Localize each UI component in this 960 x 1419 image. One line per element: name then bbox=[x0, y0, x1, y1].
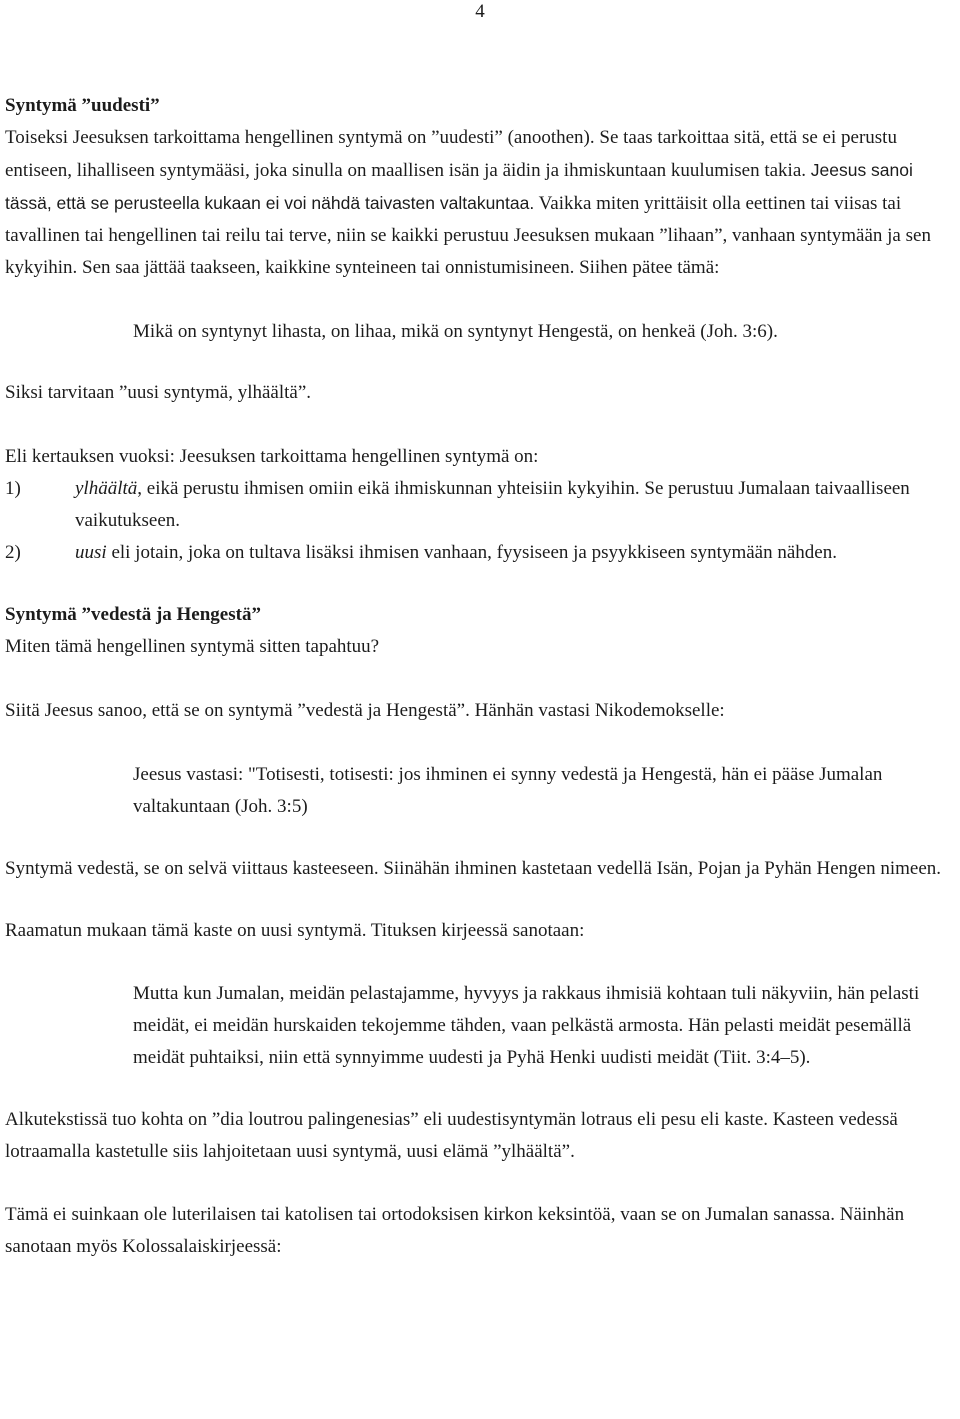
bible-quote-joh-3-5: Jeesus vastasi: "Totisesti, totisesti: jos ihminen ei synny vedestä ja Hengestä, hän ei pääse Jumalan valtakuntaan (Joh. 3:5) bbox=[133, 764, 883, 817]
paragraph: Miten tämä hengellinen syntymä sitten tapahtuu? bbox=[5, 636, 380, 657]
paragraph: Raamatun mukaan tämä kaste on uusi syntymä. Tituksen kirjeessä sanotaan: bbox=[5, 920, 585, 941]
paragraph: Tämä ei suinkaan ole luterilaisen tai katolisen tai ortodoksisen kirkon keksintöä, vaan se on Jumalan sanassa. Näinhän sanotaan myös Kolossalaiskirjeessä: bbox=[5, 1204, 905, 1257]
list-number: 1) bbox=[5, 478, 21, 499]
paragraph: Alkutekstissä tuo kohta on ”dia loutrou palingenesias” eli uudestisyntymän lotraus eli pesu eli kaste. Kasteen vedessä lotraamalla kastetulle siis lahjoitetaan uusi syntymä, uusi elämä ”ylhäältä”. bbox=[5, 1109, 898, 1162]
bible-quote-joh-3-6: Mikä on syntynyt lihasta, on lihaa, mikä on syntynyt Hengestä, on henkeä (Joh. 3:6). bbox=[133, 321, 778, 342]
list-item bbox=[5, 537, 955, 569]
list-term: uusi bbox=[75, 542, 107, 563]
paragraph-text: Vaikka miten yrittäisit olla eettinen tai viisas tai tavallinen tai hengellinen tai reilu tai terve, niin se kaikki perustuu Jeesuksen mukaan ”lihaan”, vanhaan syntymään ja sen kykyihin. Sen saa jättää taakseen, kaikkine synteineen tai onnistumisineen. Siihen pätee tämä: bbox=[5, 193, 931, 278]
bible-quote-tiit-3-4-5: Mutta kun Jumalan, meidän pelastajamme, hyvyys ja rakkaus ihmisiä kohtaan tuli näkyviin, hän pelasti meidät, ei meidän hurskaiden tekojemme tähden, vaan pelkästä armosta. Hän pelasti meidät pesemällä meidät puhtaiksi, niin että synnyimme uudesti ja Pyhä Henki uudisti meidät (Tiit. 3:4–5). bbox=[133, 983, 920, 1068]
list-item bbox=[5, 473, 955, 537]
list-text: eli jotain, joka on tultava lisäksi ihmisen vanhaan, fyysiseen ja psyykkiseen syntymään nähden. bbox=[106, 542, 837, 563]
paragraph: Siksi tarvitaan ”uusi syntymä, ylhäältä”. bbox=[5, 382, 312, 403]
paragraph: Siitä Jeesus sanoo, että se on syntymä ”vedestä ja Hengestä”. Hänhän vastasi Nikodemokselle: bbox=[5, 700, 725, 721]
document-body bbox=[5, 90, 955, 1263]
definition-list bbox=[5, 473, 955, 569]
section-heading-vedesta-ja-hengesta: Syntymä ”vedestä ja Hengestä” bbox=[5, 604, 261, 625]
section-heading-uudesti: Syntymä ”uudesti” bbox=[5, 95, 160, 116]
list-term: ylhäältä bbox=[75, 478, 138, 499]
paragraph-uudesti bbox=[5, 122, 955, 284]
paragraph-text: Toiseksi Jeesuksen tarkoittama hengellinen syntymä on ”uudesti” (anoothen). Se taas tarkoittaa sitä, että se ei perustu entiseen, lihalliseen syntymääsi, joka sinulla on maallisen isän ja äidin ja ihmiskuntaan kuulumisen takia. bbox=[5, 127, 897, 181]
paragraph: Eli kertauksen vuoksi: Jeesuksen tarkoittama hengellinen syntymä on: bbox=[5, 446, 539, 467]
paragraph: Syntymä vedestä, se on selvä viittaus kasteeseen. Siinähän ihminen kastetaan vedellä Isän, Pojan ja Pyhän Hengen nimeen. bbox=[5, 858, 942, 879]
paragraph-text-sans: Jeesus sanoi tässä, että se perusteella kukaan ei voi nähdä taivasten valtakuntaa. bbox=[5, 160, 913, 213]
list-text: , eikä perustu ihmisen omiin eikä ihmiskunnan yhteisiin kykyihin. Se perustuu Jumalaan taivaalliseen vaikutukseen. bbox=[75, 478, 910, 531]
page-number: 4 bbox=[475, 1, 485, 22]
list-number: 2) bbox=[5, 542, 21, 563]
